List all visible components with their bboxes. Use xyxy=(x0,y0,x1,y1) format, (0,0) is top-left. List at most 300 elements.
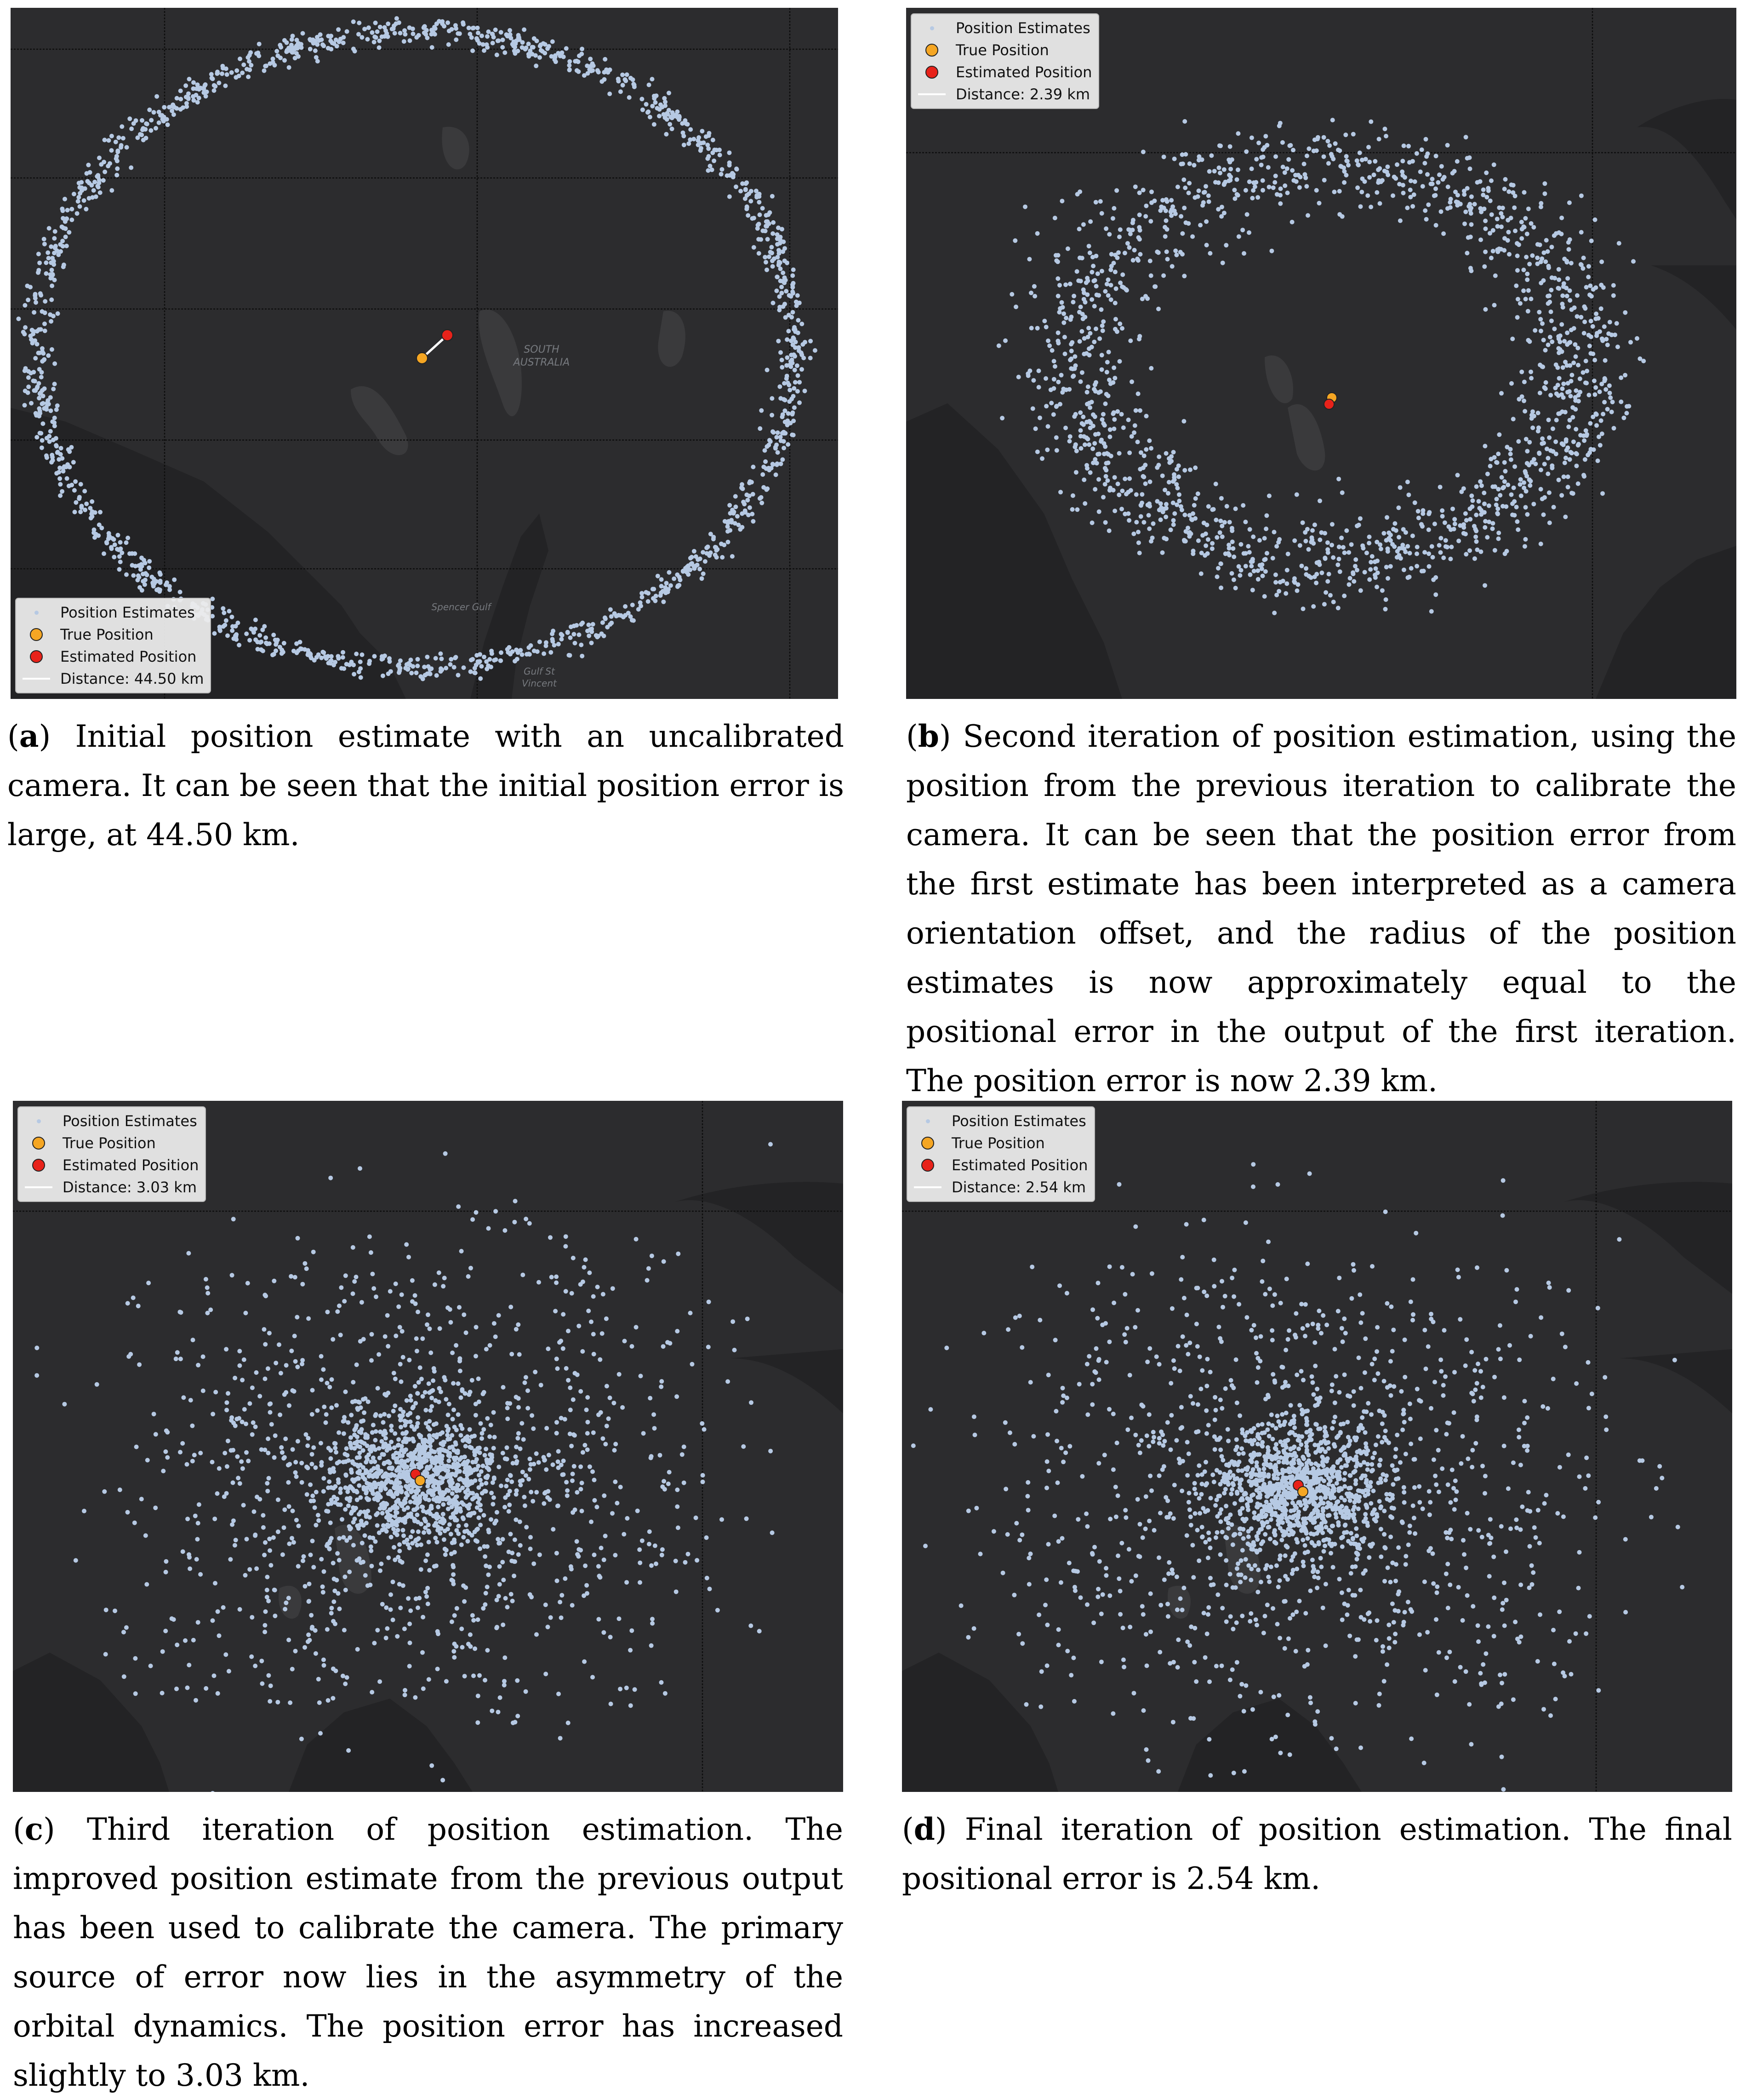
position-estimate-point xyxy=(1264,526,1268,531)
position-estimate-point xyxy=(1557,277,1561,282)
position-estimate-point xyxy=(1561,305,1565,309)
position-estimate-point xyxy=(554,1551,559,1556)
position-estimate-point xyxy=(404,1242,409,1247)
position-estimate-point xyxy=(1204,184,1208,189)
position-estimate-point xyxy=(1099,307,1104,312)
position-estimate-point xyxy=(1407,575,1412,579)
position-estimate-point xyxy=(796,373,800,378)
position-estimate-point xyxy=(1355,158,1359,163)
position-estimate-point xyxy=(1033,294,1037,298)
position-estimate-point xyxy=(1169,210,1173,214)
position-estimate-point xyxy=(1274,544,1279,549)
position-estimate-point xyxy=(273,1614,277,1618)
position-estimate-point xyxy=(1273,580,1278,584)
position-estimate-point xyxy=(446,1472,451,1476)
position-estimate-point xyxy=(90,195,95,200)
position-estimate-point xyxy=(1546,472,1550,476)
position-estimate-point xyxy=(758,426,762,431)
position-estimate-point xyxy=(451,1649,456,1654)
position-estimate-point xyxy=(441,1512,445,1516)
position-estimate-point xyxy=(1056,331,1061,335)
position-estimate-point xyxy=(51,262,56,267)
position-estimate-point xyxy=(1384,134,1388,138)
position-estimate-point xyxy=(1248,527,1252,532)
position-estimate-point xyxy=(523,1504,527,1508)
position-estimate-point xyxy=(768,439,773,444)
position-estimate-point xyxy=(1434,154,1438,158)
position-estimate-point xyxy=(573,59,577,63)
position-estimate-point xyxy=(561,1459,566,1463)
position-estimate-point xyxy=(507,1503,512,1507)
position-estimate-point xyxy=(692,549,696,554)
position-estimate-point xyxy=(1413,500,1417,505)
position-estimate-point xyxy=(1364,551,1369,555)
position-estimate-point xyxy=(320,1585,325,1589)
position-estimate-point xyxy=(701,140,706,145)
position-estimate-point xyxy=(382,1506,386,1511)
position-estimate-point xyxy=(1278,580,1283,584)
position-estimate-point xyxy=(1397,535,1401,539)
position-estimate-point xyxy=(1365,193,1370,198)
position-estimate-point xyxy=(1149,446,1153,451)
position-estimate-point xyxy=(1579,263,1584,267)
position-estimate-point xyxy=(1427,564,1432,569)
position-estimate-point xyxy=(414,1336,419,1341)
position-estimate-point xyxy=(1409,178,1413,183)
position-estimate-point xyxy=(1214,482,1218,486)
position-estimate-point xyxy=(125,145,129,149)
position-estimate-point xyxy=(1292,538,1297,543)
position-estimate-point xyxy=(382,1473,387,1477)
position-estimate-point xyxy=(1092,441,1097,446)
position-estimate-point xyxy=(304,1465,309,1469)
position-estimate-point xyxy=(1057,283,1062,287)
position-estimate-point xyxy=(468,1502,472,1507)
position-estimate-point xyxy=(342,1452,347,1456)
position-estimate-point xyxy=(151,584,156,589)
position-estimate-point xyxy=(1298,543,1302,548)
position-estimate-point xyxy=(262,69,267,73)
position-estimate-point xyxy=(618,89,623,94)
position-estimate-point xyxy=(1235,177,1239,182)
position-estimate-point xyxy=(650,1621,655,1626)
position-estimate-point xyxy=(1611,293,1616,298)
position-estimate-point xyxy=(1395,162,1399,167)
position-estimate-point xyxy=(1522,190,1527,195)
position-estimate-point xyxy=(452,1497,456,1502)
position-estimate-point xyxy=(273,1588,277,1592)
position-estimate-point xyxy=(378,25,382,29)
position-estimate-point xyxy=(341,40,346,45)
position-estimate-point xyxy=(52,361,57,366)
position-estimate-point xyxy=(1346,163,1351,167)
position-estimate-point xyxy=(1100,353,1104,357)
position-estimate-point xyxy=(355,1463,359,1467)
position-estimate-point xyxy=(57,466,62,470)
position-estimate-point xyxy=(233,1376,237,1380)
position-estimate-point xyxy=(74,1558,78,1563)
position-estimate-point xyxy=(187,77,192,81)
position-estimate-point xyxy=(1599,306,1603,311)
position-estimate-point xyxy=(521,1437,526,1442)
position-estimate-point xyxy=(190,1424,194,1428)
position-estimate-point xyxy=(602,77,607,82)
position-estimate-point xyxy=(457,1488,462,1493)
position-estimate-point xyxy=(1336,477,1341,481)
position-estimate-point xyxy=(508,28,512,33)
position-estimate-point xyxy=(1141,520,1146,525)
position-estimate-point xyxy=(420,1650,425,1655)
map-panel-c xyxy=(13,1101,843,1792)
position-estimate-point xyxy=(1591,324,1595,329)
position-estimate-point xyxy=(1108,427,1113,432)
position-estimate-point xyxy=(244,1450,249,1455)
position-estimate-point xyxy=(1087,244,1091,248)
position-estimate-point xyxy=(675,1505,679,1509)
position-estimate-point xyxy=(62,1402,67,1407)
position-estimate-point xyxy=(307,1582,312,1586)
position-estimate-point xyxy=(1115,409,1120,414)
position-estimate-point xyxy=(1444,538,1448,543)
position-estimate-point xyxy=(315,1408,320,1413)
position-estimate-point xyxy=(514,1454,518,1459)
position-estimate-point xyxy=(329,47,333,51)
position-estimate-point xyxy=(1509,183,1514,187)
position-estimate-point xyxy=(247,59,251,64)
position-estimate-point xyxy=(1358,204,1363,209)
position-estimate-point xyxy=(50,347,54,352)
position-estimate-point xyxy=(1272,530,1277,534)
position-estimate-point xyxy=(1464,518,1469,523)
position-estimate-point xyxy=(1507,252,1512,257)
position-estimate-point xyxy=(1561,382,1566,386)
position-estimate-point xyxy=(408,38,412,43)
position-estimate-point xyxy=(483,1602,487,1607)
position-estimate-point xyxy=(1338,164,1343,168)
position-estimate-point xyxy=(1569,261,1574,265)
position-estimate-point xyxy=(377,1679,382,1684)
position-estimate-point xyxy=(748,199,753,204)
position-estimate-point xyxy=(445,1488,449,1492)
position-estimate-point xyxy=(60,489,64,494)
position-estimate-point xyxy=(293,1470,298,1475)
position-estimate-point xyxy=(23,325,28,330)
position-estimate-point xyxy=(429,1396,434,1400)
position-estimate-point xyxy=(603,1534,608,1538)
position-estimate-point xyxy=(344,1446,349,1451)
position-estimate-point xyxy=(102,160,106,164)
position-estimate-point xyxy=(570,1291,574,1296)
position-estimate-point xyxy=(319,656,324,660)
position-estimate-point xyxy=(608,1396,612,1400)
position-estimate-point xyxy=(1370,554,1375,559)
position-estimate-point xyxy=(76,195,81,200)
position-estimate-point xyxy=(1600,491,1605,496)
position-estimate-point xyxy=(1450,507,1455,511)
position-estimate-point xyxy=(31,370,36,374)
position-estimate-point xyxy=(564,1366,569,1371)
position-estimate-point xyxy=(491,1410,496,1415)
position-estimate-point xyxy=(793,380,798,384)
position-estimate-point xyxy=(419,1567,423,1572)
position-estimate-point xyxy=(146,1281,151,1285)
position-estimate-point xyxy=(211,77,215,81)
position-estimate-point xyxy=(550,40,555,44)
position-estimate-point xyxy=(1158,501,1163,506)
position-estimate-point xyxy=(445,20,450,25)
position-estimate-point xyxy=(262,624,267,629)
position-estimate-point xyxy=(355,1647,360,1652)
position-estimate-point xyxy=(774,289,779,293)
position-estimate-point xyxy=(1518,301,1523,306)
estimated-position-marker-b xyxy=(1324,399,1334,409)
position-estimate-point xyxy=(750,216,754,221)
position-estimate-point xyxy=(1554,362,1558,367)
position-estimate-point xyxy=(771,301,776,305)
position-estimate-point xyxy=(561,1312,565,1316)
position-estimate-point xyxy=(1143,214,1148,219)
position-estimate-point xyxy=(1107,232,1112,237)
position-estimate-point xyxy=(391,1579,395,1584)
position-estimate-point xyxy=(1519,370,1524,374)
position-estimate-point xyxy=(1044,376,1048,381)
position-estimate-point xyxy=(568,653,572,658)
position-estimate-point xyxy=(546,1489,550,1493)
position-estimate-point xyxy=(774,473,778,477)
position-estimate-point xyxy=(1175,486,1180,491)
position-estimate-point xyxy=(408,663,412,667)
position-estimate-point xyxy=(515,1714,520,1718)
position-estimate-point xyxy=(1123,251,1127,255)
position-estimate-point xyxy=(327,1546,331,1551)
position-estimate-point xyxy=(141,579,145,584)
position-estimate-point xyxy=(183,1638,188,1643)
position-estimate-point xyxy=(335,1461,340,1465)
position-estimate-point xyxy=(1184,220,1188,225)
position-estimate-point xyxy=(670,126,674,131)
position-estimate-point xyxy=(468,1427,472,1432)
position-estimate-point xyxy=(666,587,671,592)
position-estimate-point xyxy=(204,1277,208,1282)
position-estimate-point xyxy=(128,1352,133,1356)
position-estimate-point xyxy=(1375,540,1379,544)
position-estimate-point xyxy=(34,411,38,416)
position-estimate-point xyxy=(250,1432,255,1437)
position-estimate-point xyxy=(278,43,282,47)
position-estimate-point xyxy=(67,230,71,235)
position-estimate-point xyxy=(789,397,794,401)
position-estimate-point xyxy=(58,493,63,498)
position-estimate-point xyxy=(499,650,503,655)
position-estimate-point xyxy=(1515,268,1520,273)
position-estimate-point xyxy=(504,32,509,37)
position-estimate-point xyxy=(1196,195,1200,199)
position-estimate-point xyxy=(1137,551,1142,555)
position-estimate-point xyxy=(1278,201,1283,206)
position-estimate-point xyxy=(397,1549,402,1553)
position-estimate-point xyxy=(164,1559,168,1564)
position-estimate-point xyxy=(131,573,136,578)
position-estimate-point xyxy=(1546,456,1550,460)
position-estimate-point xyxy=(1479,508,1484,513)
position-estimate-point xyxy=(1543,348,1548,353)
position-estimate-point xyxy=(668,122,672,126)
position-estimate-point xyxy=(1430,182,1435,186)
position-estimate-point xyxy=(1410,204,1415,209)
position-estimate-point xyxy=(528,1592,532,1597)
position-estimate-point xyxy=(1565,331,1569,335)
position-estimate-point xyxy=(257,42,262,46)
position-estimate-point xyxy=(1052,377,1056,382)
position-estimate-point xyxy=(54,444,59,448)
position-estimate-point xyxy=(616,77,621,81)
position-estimate-point xyxy=(1514,505,1519,509)
position-estimate-point xyxy=(337,1558,342,1562)
position-estimate-point xyxy=(1077,227,1082,231)
position-estimate-point xyxy=(1587,343,1592,348)
position-estimate-point xyxy=(1537,310,1541,315)
position-estimate-point xyxy=(1322,154,1326,159)
position-estimate-point xyxy=(282,38,287,43)
position-estimate-point xyxy=(65,476,69,481)
position-estimate-point xyxy=(1133,423,1137,428)
position-estimate-point xyxy=(1472,202,1477,206)
position-estimate-point xyxy=(1519,493,1523,498)
position-estimate-point xyxy=(1527,477,1532,482)
position-estimate-point xyxy=(1112,206,1116,211)
position-estimate-point xyxy=(803,340,807,344)
position-estimate-point xyxy=(423,1558,428,1563)
position-estimate-point xyxy=(1227,173,1232,177)
position-estimate-point xyxy=(37,396,41,401)
position-estimate-point xyxy=(523,47,528,51)
position-estimate-point xyxy=(524,1217,528,1221)
position-estimate-point xyxy=(1526,206,1531,211)
position-estimate-point xyxy=(379,1439,384,1444)
position-estimate-point xyxy=(262,1553,267,1557)
position-estimate-point xyxy=(439,657,444,661)
position-estimate-point xyxy=(113,543,117,547)
position-estimate-point xyxy=(478,659,482,664)
position-estimate-point xyxy=(1522,380,1527,384)
position-estimate-point xyxy=(1073,412,1078,417)
position-estimate-point xyxy=(450,1350,455,1355)
position-estimate-point xyxy=(461,1462,465,1466)
position-estimate-point xyxy=(445,1429,450,1433)
position-estimate-point xyxy=(572,1433,577,1438)
position-estimate-point xyxy=(259,1659,264,1663)
position-estimate-point xyxy=(282,58,287,63)
position-estimate-point xyxy=(456,1483,460,1488)
position-estimate-point xyxy=(1367,535,1372,539)
position-estimate-point xyxy=(278,645,282,649)
position-estimate-point xyxy=(114,173,119,177)
position-estimate-point xyxy=(305,1443,310,1448)
position-estimate-point xyxy=(388,1490,393,1495)
position-estimate-point xyxy=(527,1221,532,1226)
position-estimate-point xyxy=(1450,171,1455,176)
position-estimate-point xyxy=(229,615,234,619)
position-estimate-point xyxy=(1540,497,1545,501)
position-estimate-point xyxy=(422,1438,427,1442)
position-estimate-point xyxy=(640,595,645,600)
position-estimate-point xyxy=(1069,342,1073,347)
position-estimate-point xyxy=(29,337,34,342)
position-estimate-point xyxy=(1517,397,1521,401)
position-estimate-point xyxy=(1075,269,1079,274)
position-estimate-point xyxy=(757,222,761,226)
position-estimate-point xyxy=(1463,511,1468,516)
position-estimate-point xyxy=(129,126,134,131)
position-estimate-point xyxy=(407,1622,412,1626)
position-estimate-point xyxy=(1090,270,1094,275)
position-estimate-point xyxy=(792,406,797,410)
position-estimate-point xyxy=(1078,379,1083,384)
position-estimate-point xyxy=(47,439,52,444)
position-estimate-point xyxy=(1571,440,1576,444)
position-estimate-point xyxy=(413,1293,417,1298)
position-estimate-point xyxy=(391,1527,396,1531)
position-estimate-point xyxy=(1224,243,1228,247)
position-estimate-point xyxy=(491,1502,495,1506)
position-estimate-point xyxy=(1586,275,1591,279)
position-estimate-point xyxy=(1060,199,1064,203)
position-estimate-point xyxy=(360,652,365,657)
position-estimate-point xyxy=(321,1658,326,1662)
position-estimate-point xyxy=(450,1433,454,1438)
position-estimate-point xyxy=(1227,520,1232,525)
position-estimate-point xyxy=(235,1454,240,1459)
position-estimate-point xyxy=(471,1618,476,1623)
position-estimate-point xyxy=(416,1310,420,1314)
position-estimate-point xyxy=(625,72,629,77)
position-estimate-point xyxy=(1582,320,1587,324)
position-estimate-point xyxy=(1432,521,1437,526)
position-estimate-point xyxy=(328,1176,333,1180)
position-estimate-point xyxy=(797,401,802,405)
position-estimate-point xyxy=(1176,475,1181,479)
position-estimate-point xyxy=(1230,571,1234,576)
position-estimate-point xyxy=(446,1459,451,1463)
position-estimate-point xyxy=(779,285,784,289)
position-estimate-point xyxy=(398,1325,402,1329)
position-estimate-point xyxy=(503,1596,508,1601)
position-estimate-point xyxy=(461,1502,466,1507)
position-estimate-point xyxy=(451,1565,456,1569)
position-estimate-point xyxy=(277,1342,281,1347)
position-estimate-point xyxy=(1097,337,1102,341)
position-estimate-point xyxy=(1378,201,1382,206)
position-estimate-point xyxy=(683,567,688,572)
position-estimate-point xyxy=(1430,177,1435,181)
position-estimate-point xyxy=(592,1553,597,1557)
position-estimate-point xyxy=(1086,384,1090,389)
position-estimate-point xyxy=(433,1282,437,1287)
position-estimate-point xyxy=(371,1475,375,1479)
estimated-position-marker-a xyxy=(442,330,453,341)
position-estimate-point xyxy=(1322,135,1326,140)
position-estimate-point xyxy=(673,1559,678,1563)
position-estimate-point xyxy=(618,1485,623,1489)
position-estimate-point xyxy=(393,1531,397,1535)
position-estimate-point xyxy=(1510,337,1515,341)
position-estimate-point xyxy=(777,384,782,389)
position-estimate-point xyxy=(719,172,724,177)
position-estimate-point xyxy=(393,1557,397,1562)
position-estimate-point xyxy=(699,146,703,150)
position-estimate-point xyxy=(351,46,356,51)
position-estimate-point xyxy=(316,1513,320,1517)
